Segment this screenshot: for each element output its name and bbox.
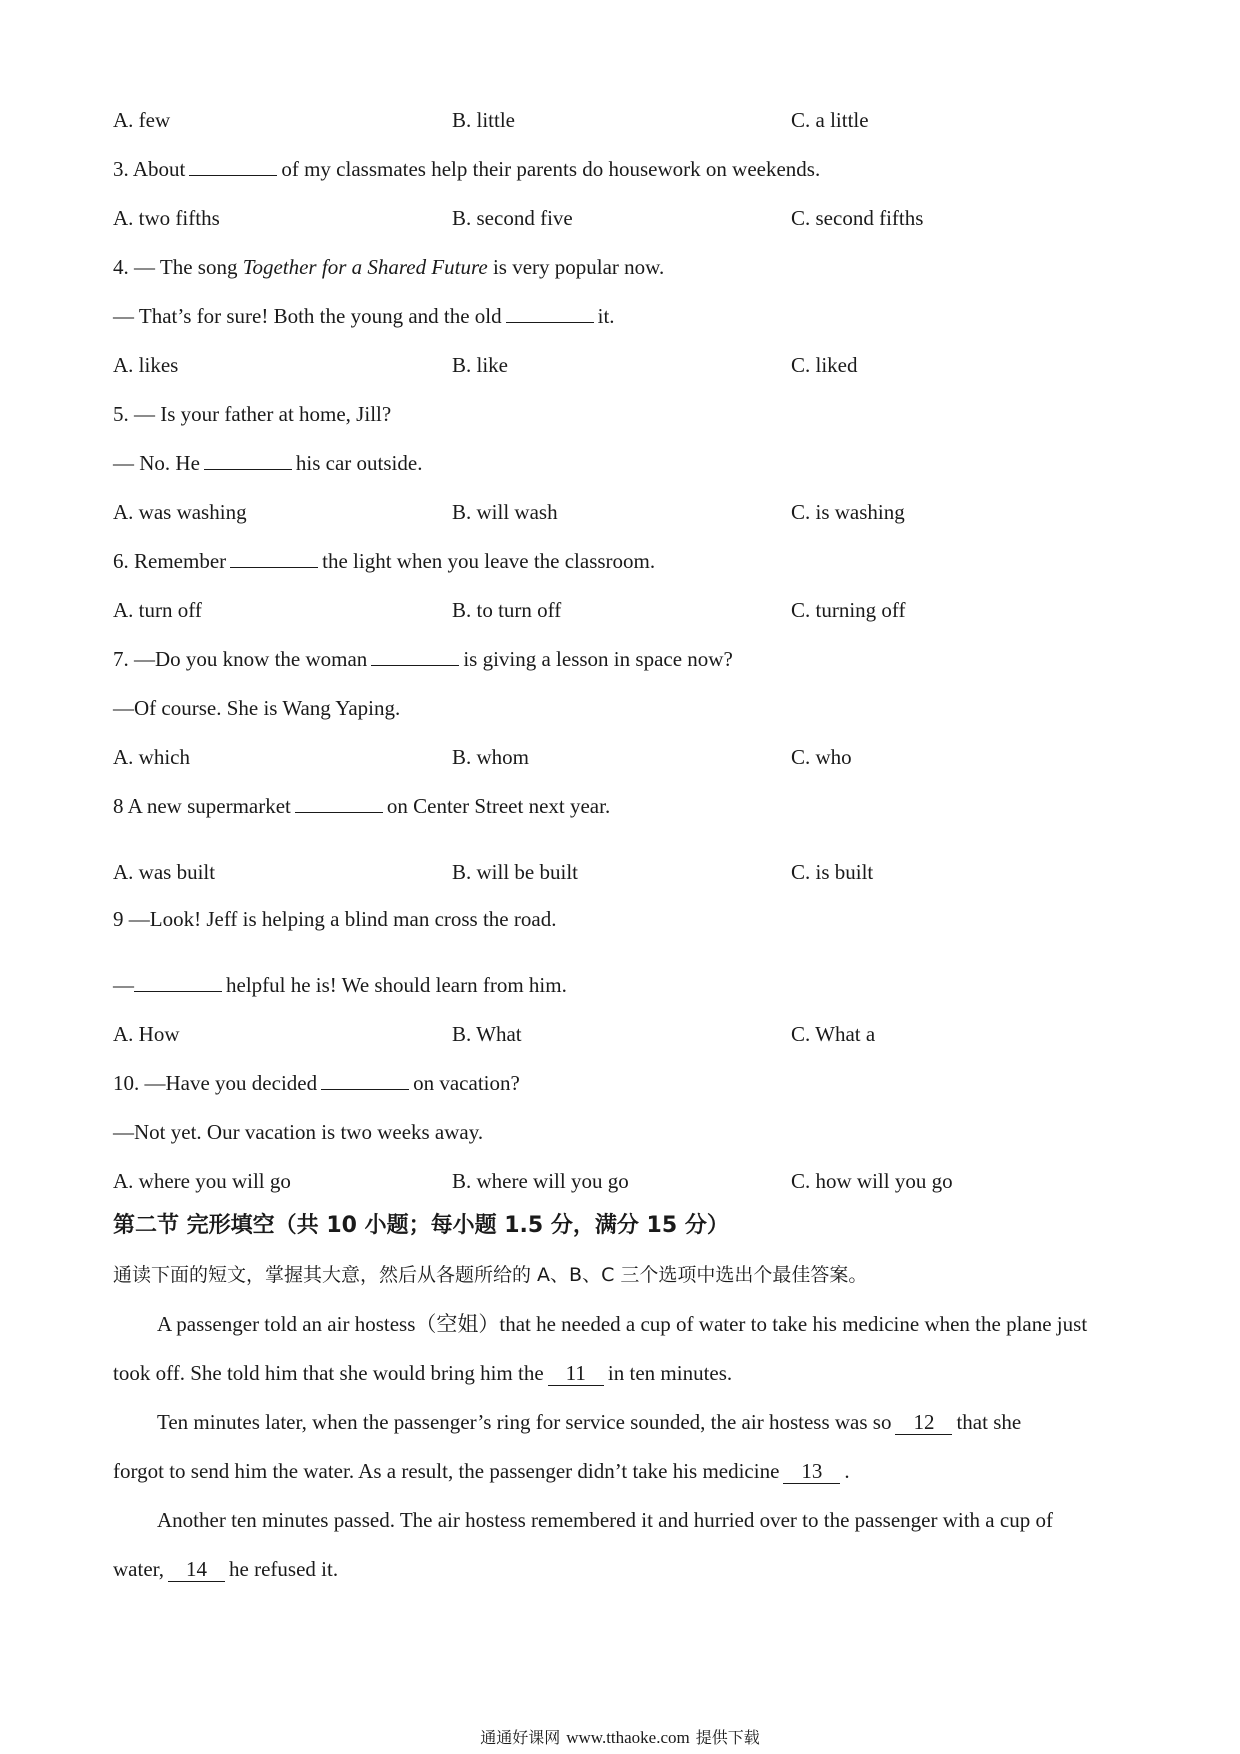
footer-download-text: 提供下载	[695, 1728, 760, 1747]
q8-option-c: C. is built	[791, 860, 874, 884]
q7-option-a: A. which	[113, 745, 190, 769]
passage-text: .	[844, 1459, 850, 1483]
q10-stem-line1	[113, 1069, 520, 1097]
q9-option-c: C. What a	[791, 1022, 876, 1046]
q9-line2-post: helpful he is! We should learn from him.	[226, 973, 567, 997]
song-title: Together for a Shared Future	[242, 255, 488, 279]
q4-stem-line1	[113, 253, 664, 281]
q4-stem-line2	[113, 302, 615, 330]
q8-stem-post: on Center Street next year.	[386, 794, 611, 818]
q7-stem-line1	[113, 645, 733, 673]
q6-option-c: C. turning off	[791, 598, 906, 622]
cloze-blank-14: 14	[168, 1557, 225, 1582]
q3-stem-post: of my classmates help their parents do housework on weekends.	[281, 157, 821, 181]
passage-line	[157, 1408, 1021, 1436]
q9-line2-pre: —	[113, 973, 134, 997]
q6-option-a: A. turn off	[113, 598, 202, 622]
passage-line	[113, 1555, 338, 1583]
q3-stem	[113, 155, 820, 183]
q6-stem	[113, 547, 655, 575]
passage-line: A passenger told an air hostess（空姐）that he needed a cup of water to take his medicine when the plane just	[157, 1312, 1088, 1336]
footer-url-link[interactable]: www.tthaoke.com	[566, 1728, 690, 1747]
q5-stem-line1: 5. — Is your father at home, Jill?	[113, 402, 392, 426]
q6-stem-post: the light when you leave the classroom.	[322, 549, 656, 573]
q10-option-a: A. where you will go	[113, 1169, 291, 1193]
passage-line	[113, 1359, 732, 1387]
q3-option-a: A. two fifths	[113, 206, 220, 230]
q5-line2-pre: — No. He	[113, 451, 200, 475]
q9-option-b: B. What	[452, 1022, 522, 1046]
q2-option-a: A. few	[113, 108, 171, 132]
q4-stem-pre: 4. — The song	[113, 255, 238, 279]
q5-stem-line2	[113, 449, 422, 477]
q9-stem-line1: 9 —Look! Jeff is helping a blind man cross the road.	[113, 907, 557, 931]
q4-stem-post: is very popular now.	[492, 255, 665, 279]
q2-option-b: B. little	[452, 108, 515, 132]
passage-text: Ten minutes later, when the passenger’s ring for service sounded, the air hostess was so	[157, 1410, 892, 1434]
cloze-blank-11: 11	[548, 1361, 604, 1386]
q7-stem-post: is giving a lesson in space now?	[463, 647, 733, 671]
q8-option-b: B. will be built	[452, 860, 578, 884]
answer-blank	[189, 155, 277, 176]
q10-stem-line2: —Not yet. Our vacation is two weeks away.	[113, 1120, 484, 1144]
footer-site-name: 通通好课网	[480, 1728, 561, 1747]
q4-option-a: A. likes	[113, 353, 179, 377]
passage-text: that she	[956, 1410, 1022, 1434]
section-title: 第二节 完形填空（共 10 小题；每小题 1.5 分，满分 15 分）	[113, 1213, 729, 1238]
q5-option-b: B. will wash	[452, 500, 558, 524]
q7-stem-pre: 7. —Do you know the woman	[113, 647, 368, 671]
passage-text: in ten minutes.	[607, 1361, 733, 1385]
q10-option-c: C. how will you go	[791, 1169, 953, 1193]
q7-option-c: C. who	[791, 745, 852, 769]
q4-option-b: B. like	[452, 353, 508, 377]
passage-text: water,	[113, 1557, 165, 1581]
answer-blank	[230, 547, 318, 568]
answer-blank	[506, 302, 594, 323]
q3-stem-pre: 3. About	[113, 157, 186, 181]
passage-line	[113, 1457, 850, 1485]
q6-option-b: B. to turn off	[452, 598, 562, 622]
q10-stem-post: on vacation?	[413, 1071, 520, 1095]
q4-line2-post: it.	[597, 304, 615, 328]
q5-option-a: A. was washing	[113, 500, 247, 524]
q6-stem-pre: 6. Remember	[113, 549, 227, 573]
q8-stem	[113, 792, 610, 820]
q7-option-b: B. whom	[452, 745, 530, 769]
cloze-blank-12: 12	[895, 1410, 952, 1435]
passage-text: forgot to send him the water. As a result, the passenger didn’t take his medicine	[113, 1459, 780, 1483]
answer-blank	[204, 449, 292, 470]
q3-option-b: B. second five	[452, 206, 573, 230]
q2-option-c: C. a little	[791, 108, 869, 132]
q4-option-c: C. liked	[791, 353, 858, 377]
section-instruction: 通读下面的短文，掌握其大意，然后从各题所给的 A、B、C 三个选项中选出个最佳答案。	[113, 1264, 868, 1286]
cloze-blank-13: 13	[783, 1459, 840, 1484]
q10-option-b: B. where will you go	[452, 1169, 629, 1193]
q10-stem-pre: 10. —Have you decided	[113, 1071, 318, 1095]
q5-line2-post: his car outside.	[295, 451, 423, 475]
answer-blank	[295, 792, 383, 813]
passage-text: he refused it.	[229, 1557, 339, 1581]
answer-blank	[321, 1069, 409, 1090]
passage-text: took off. She told him that she would bring him the	[113, 1361, 544, 1385]
q5-option-c: C. is washing	[791, 500, 905, 524]
q9-stem-line2	[113, 971, 567, 999]
q8-option-a: A. was built	[113, 860, 216, 884]
passage-line: Another ten minutes passed. The air hostess remembered it and hurried over to the passenger with a cup of	[157, 1508, 1053, 1532]
answer-blank	[134, 971, 222, 992]
q3-option-c: C. second fifths	[791, 206, 924, 230]
answer-blank	[371, 645, 459, 666]
q4-line2-pre: — That’s for sure! Both the young and the old	[113, 304, 502, 328]
page-footer	[0, 1727, 1240, 1749]
q9-option-a: A. How	[113, 1022, 180, 1046]
q8-stem-pre: 8 A new supermarket	[113, 794, 291, 818]
q7-stem-line2: —Of course. She is Wang Yaping.	[113, 696, 401, 720]
